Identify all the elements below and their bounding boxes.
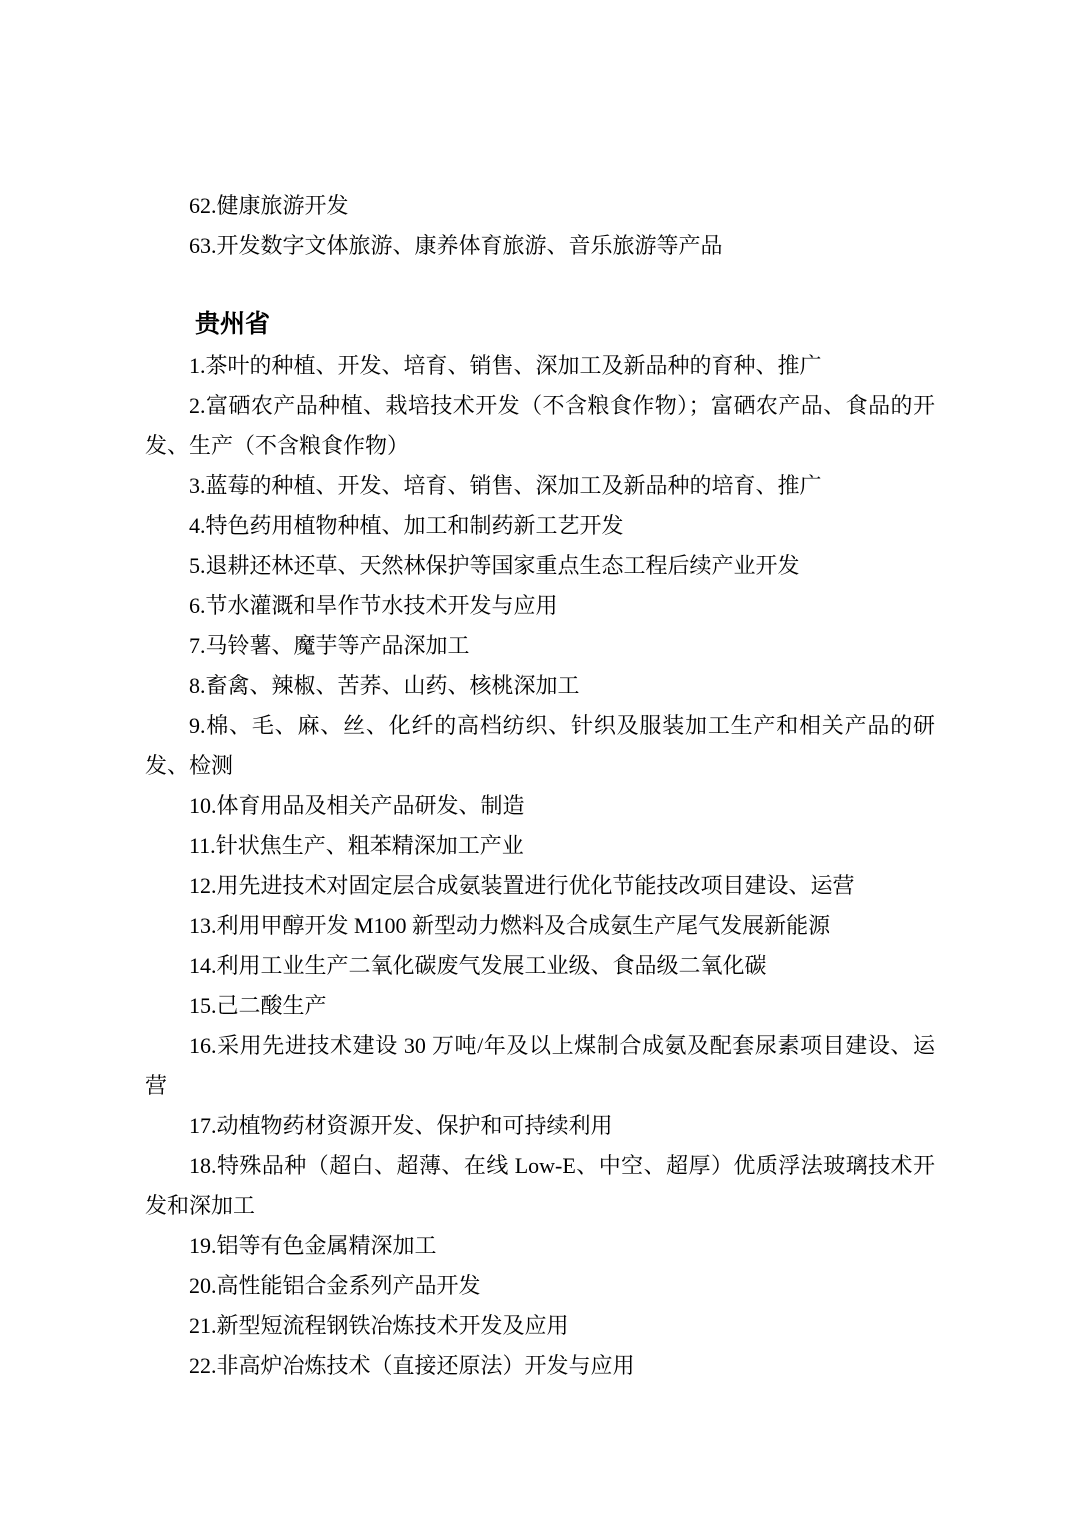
item-text: 富硒农产品种植、栽培技术开发（不含粮食作物）；富硒农产品、食品的开发、生产（不含粮食作物）	[145, 393, 935, 458]
item-number: 19.	[189, 1233, 217, 1258]
list-item	[145, 1106, 935, 1146]
item-text: 健康旅游开发	[216, 193, 349, 218]
item-text: 非高炉冶炼技术（直接还原法）开发与应用	[216, 1353, 635, 1378]
item-number: 5.	[189, 553, 206, 578]
item-number: 15.	[189, 993, 217, 1018]
item-text: 用先进技术对固定层合成氨装置进行优化节能技改项目建设、运营	[216, 873, 855, 898]
item-text: 特殊品种（超白、超薄、在线 Low-E、中空、超厚）优质浮法玻璃技术开发和深加工	[145, 1153, 935, 1218]
list-item	[145, 226, 935, 266]
item-text: 铝等有色金属精深加工	[216, 1233, 437, 1258]
item-number: 21.	[189, 1313, 217, 1338]
list-item	[145, 386, 935, 466]
section-heading: 贵州省	[195, 310, 271, 338]
item-text: 新型短流程钢铁冶炼技术开发及应用	[216, 1313, 569, 1338]
item-text: 体育用品及相关产品研发、制造	[216, 793, 525, 818]
list-item	[145, 346, 935, 386]
list-item	[145, 786, 935, 826]
list-item	[145, 1026, 935, 1106]
item-number: 13.	[189, 913, 217, 938]
item-number: 12.	[189, 873, 217, 898]
list-item	[145, 466, 935, 506]
item-text: 畜禽、辣椒、苦荞、山药、核桃深加工	[205, 673, 580, 698]
list-item	[145, 946, 935, 986]
item-text: 茶叶的种植、开发、培育、销售、深加工及新品种的育种、推广	[205, 353, 822, 378]
item-text: 针状焦生产、粗苯精深加工产业	[215, 833, 524, 858]
item-text: 动植物药材资源开发、保护和可持续利用	[216, 1113, 613, 1138]
item-number: 10.	[189, 793, 217, 818]
item-number: 3.	[189, 473, 206, 498]
item-text: 开发数字文体旅游、康养体育旅游、音乐旅游等产品	[216, 233, 723, 258]
section-item-list	[145, 346, 935, 1386]
item-number: 4.	[189, 513, 206, 538]
item-number: 11.	[189, 833, 216, 858]
item-number: 8.	[189, 673, 206, 698]
item-number: 14.	[189, 953, 217, 978]
list-item	[145, 986, 935, 1026]
list-item	[145, 626, 935, 666]
item-number: 22.	[189, 1353, 217, 1378]
intro-item-list	[145, 186, 935, 266]
item-number: 18.	[189, 1153, 217, 1178]
item-text: 马铃薯、魔芋等产品深加工	[205, 633, 470, 658]
item-text: 节水灌溉和旱作节水技术开发与应用	[205, 593, 558, 618]
list-item	[145, 186, 935, 226]
item-number: 62.	[189, 193, 217, 218]
item-number: 7.	[189, 633, 206, 658]
list-item	[145, 1346, 935, 1386]
item-number: 6.	[189, 593, 206, 618]
item-number: 2.	[189, 393, 206, 418]
list-item	[145, 1146, 935, 1226]
list-item	[145, 906, 935, 946]
item-number: 1.	[189, 353, 206, 378]
item-text: 蓝莓的种植、开发、培育、销售、深加工及新品种的培育、推广	[205, 473, 822, 498]
list-item	[145, 1226, 935, 1266]
item-number: 9.	[189, 713, 206, 738]
item-text: 利用甲醇开发 M100 新型动力燃料及合成氨生产尾气发展新能源	[216, 913, 831, 938]
list-item	[145, 506, 935, 546]
item-text: 退耕还林还草、天然林保护等国家重点生态工程后续产业开发	[205, 553, 800, 578]
list-item	[145, 826, 935, 866]
item-text: 利用工业生产二氧化碳废气发展工业级、食品级二氧化碳	[216, 953, 767, 978]
item-text: 特色药用植物种植、加工和制药新工艺开发	[205, 513, 624, 538]
list-item	[145, 1266, 935, 1306]
list-item	[145, 546, 935, 586]
item-number: 63.	[189, 233, 217, 258]
item-text: 采用先进技术建设 30 万吨/年及以上煤制合成氨及配套尿素项目建设、运营	[145, 1033, 935, 1098]
list-item	[145, 666, 935, 706]
item-number: 16.	[189, 1033, 217, 1058]
list-item	[145, 706, 935, 786]
list-item	[145, 586, 935, 626]
item-number: 20.	[189, 1273, 217, 1298]
list-item	[145, 1306, 935, 1346]
item-text: 高性能铝合金系列产品开发	[216, 1273, 481, 1298]
item-text: 棉、毛、麻、丝、化纤的高档纺织、针织及服装加工生产和相关产品的研发、检测	[145, 713, 935, 778]
item-number: 17.	[189, 1113, 217, 1138]
list-item	[145, 866, 935, 906]
item-text: 己二酸生产	[216, 993, 327, 1018]
